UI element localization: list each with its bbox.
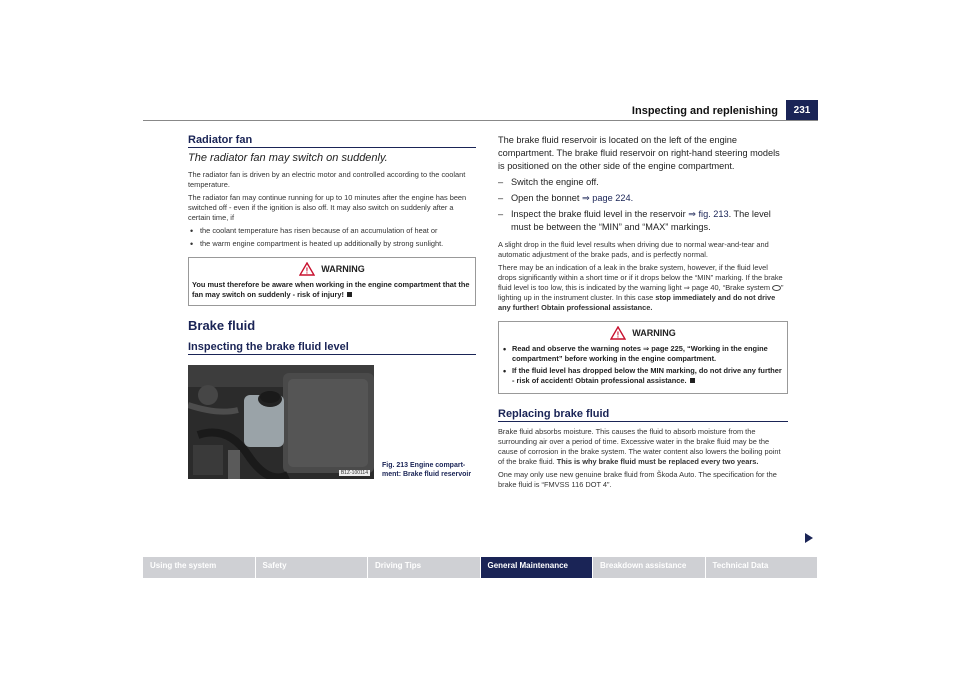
warning-header: [502, 326, 784, 340]
step-item: – Inspect the brake fluid level in the reservoir ⇒ fig. 213. The level must be between the “MIN” and “MAX” markings.: [498, 208, 788, 234]
step-item: – Open the bonnet ⇒ page 224.: [498, 192, 788, 205]
brake-warning-light-icon: [772, 285, 781, 291]
end-mark-icon: [690, 378, 695, 383]
page-number: 231: [786, 100, 818, 120]
nav-tab-driving-tips[interactable]: Driving Tips: [368, 557, 481, 578]
engine-compartment-photo: [188, 365, 374, 479]
end-mark-icon: [347, 292, 352, 297]
warning-header: [192, 262, 472, 276]
bullet-item: • the coolant temperature has risen because of an accumulation of heat or: [188, 226, 476, 236]
warning-box: [498, 321, 788, 394]
figure-row: [188, 365, 476, 479]
svg-text:!: !: [616, 330, 620, 340]
paragraph: The radiator fan may continue running for up to 10 minutes after the engine has been switched off - even if the ignition is also off. It may also switch on suddenly after a certain time, if: [188, 193, 467, 222]
next-page-arrow-icon[interactable]: [805, 533, 813, 543]
bullet-item: • the warm engine compartment is heated up additionally by strong sunlight.: [188, 239, 476, 249]
figure-code: B1Z-100114: [340, 470, 368, 476]
warning-triangle-icon: [299, 262, 315, 276]
nav-tab-safety[interactable]: Safety: [256, 557, 369, 578]
step-item: – Switch the engine off.: [498, 176, 788, 189]
svg-text:!: !: [305, 266, 309, 276]
warning-label: WARNING: [321, 264, 365, 274]
nav-tab-breakdown-assistance[interactable]: Breakdown assistance: [593, 557, 706, 578]
figure-link[interactable]: ⇒ fig. 213: [688, 209, 729, 219]
warning-bullet: • If the fluid level has dropped below the MIN marking, do not drive any further - risk of accident! Obtain professional assistance.: [502, 366, 784, 386]
warning-triangle-icon: [610, 326, 626, 340]
warning-text: You must therefore be aware when working in the engine compartment that the fan may switch on suddenly - risk of injury!: [192, 280, 470, 299]
paragraph: A slight drop in the fluid level results when driving due to normal wear-and-tear and automatic adjustment of the brake pads, and is perfectly normal.: [498, 240, 769, 259]
header-title: Inspecting and replenishing: [631, 105, 778, 117]
chapter-nav-bar: [143, 557, 818, 578]
paragraph: The radiator fan is driven by an electric motor and controlled according to the coolant temperature.: [188, 170, 466, 189]
section-title-replacing-brake-fluid: Replacing brake fluid: [498, 408, 788, 422]
warning-label: WARNING: [632, 328, 676, 338]
paragraph: Brake fluid absorbs moisture. This causes the fluid to absorb moisture from the surrounding air over a period of time. Excessive water in the brake fluid may be the cause of corrosion in the brake system. The water content also lowers the boiling point of the brake fluid. This is why brake fluid must be replaced every two years.: [498, 427, 781, 466]
page-link[interactable]: ⇒ page 224.: [582, 193, 634, 203]
nav-tab-using-the-system[interactable]: Using the system: [143, 557, 256, 578]
header-rule: [143, 120, 818, 121]
warning-bullet: • Read and observe the warning notes ⇒ page 225, “Working in the engine compartment” before working in the engine compartment.: [502, 344, 784, 364]
right-column: [498, 134, 788, 493]
paragraph: There may be an indication of a leak in the brake system, however, if the fluid level drops significantly within a short time or if it drops below the “MIN” marking. If the brake fluid level is too low, this is indicated by the warning light ⇒ page 40, “Brake system ” lighting up in the instrument cluster. In this case stop immediately and do not drive any further! Obtain professional assistance.: [498, 263, 784, 312]
section-title-radiator-fan: Radiator fan: [188, 134, 476, 148]
figure-caption: Fig. 213 Engine compart-ment: Brake fluid reservoir: [382, 462, 472, 478]
nav-tab-technical-data[interactable]: Technical Data: [706, 557, 819, 578]
engine-photo-illustration: [188, 365, 374, 479]
nav-tab-general-maintenance[interactable]: General Maintenance: [481, 557, 594, 578]
paragraph: The brake fluid reservoir is located on the left of the engine compartment. The brake fluid reservoir on right-hand steering models is positioned on the other side of the engine compartment.: [498, 135, 780, 171]
section-subtitle: The radiator fan may switch on suddenly.: [188, 152, 388, 164]
chapter-title: Brake fluid: [188, 318, 256, 333]
left-column: [188, 134, 476, 479]
paragraph: One may only use new genuine brake fluid from Škoda Auto. The specification for the brake fluid is “FMVSS 116 DOT 4”.: [498, 470, 777, 489]
subsection-title: Inspecting the brake fluid level: [188, 341, 476, 355]
warning-box: [188, 257, 476, 306]
